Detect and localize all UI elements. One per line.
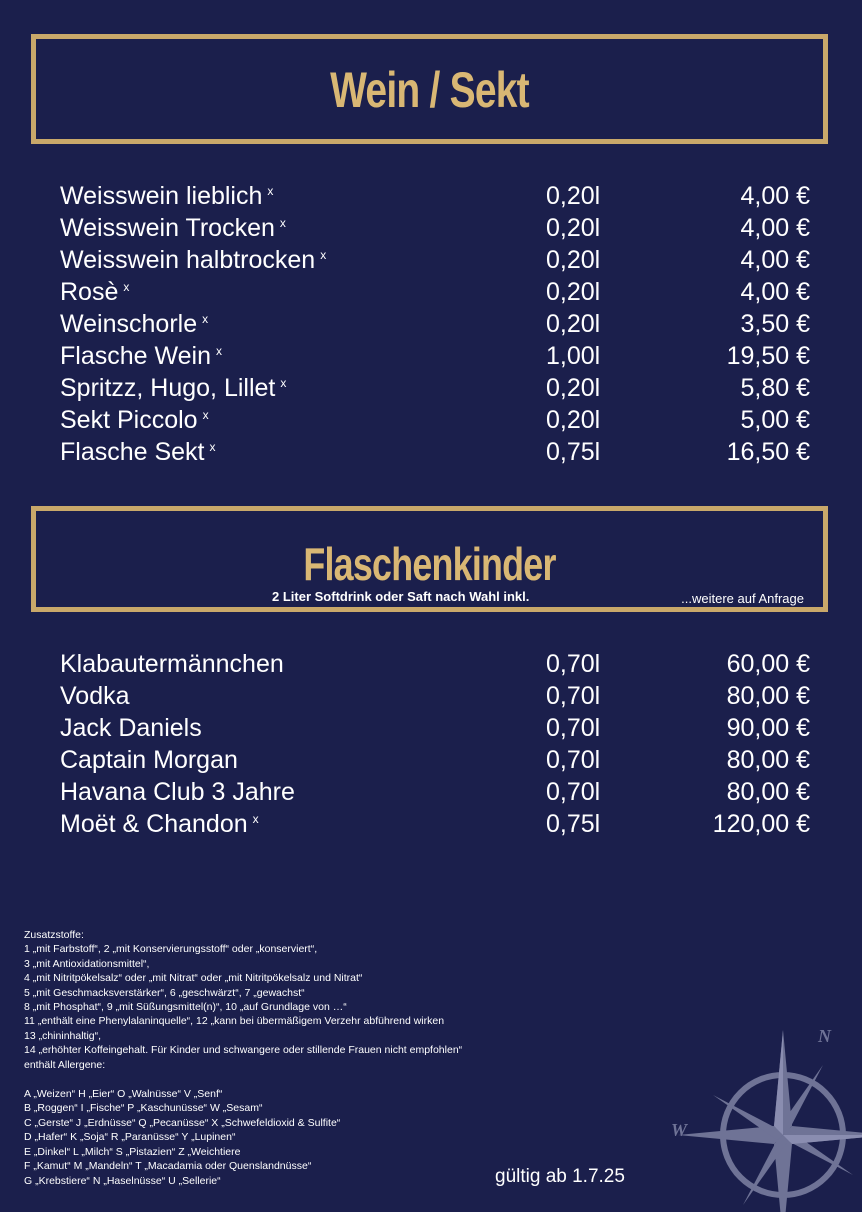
menu-item-name: [60, 372, 286, 404]
allergen-line: D „Hafer“ K „Soja“ R „Paranüsse“ Y „Lupinen“: [24, 1131, 236, 1144]
additives-list: [24, 942, 584, 1057]
menu-item-row: [60, 808, 812, 840]
bottle-section-title: Flaschenkinder: [303, 538, 556, 590]
menu-item-volume: 0,75l: [546, 810, 601, 838]
allergen-line: E „Dinkel“ L „Milch“ S „Pistazien“ Z „Weichtiere: [24, 1145, 241, 1158]
menu-item-name: [60, 680, 130, 712]
additive-line: 3 „mit Antioxidationsmittel“,: [24, 957, 150, 970]
menu-item-name-text: Flasche Wein: [60, 342, 211, 370]
menu-item-name: [60, 244, 326, 276]
menu-item-price: 80,00 €: [726, 746, 810, 774]
menu-item-price: 4,00 €: [740, 214, 810, 242]
additive-line: 13 „chininhaltig“,: [24, 1029, 102, 1042]
allergen-marker: x: [252, 812, 259, 826]
allergens-title: enthält Allergene:: [24, 1058, 106, 1071]
additive-line: 14 „erhöhter Koffeingehalt. Für Kinder und schwangere oder stillende Frauen nicht empfohlen“: [24, 1044, 463, 1057]
allergen-line: G „Krebstiere“ N „Haselnüsse“ U „Sellerie“: [24, 1174, 221, 1187]
allergen-marker: x: [216, 344, 222, 358]
wine-title-box: [31, 34, 828, 144]
menu-item-name: [60, 776, 295, 808]
additive-line: 11 „enthält eine Phenylalaninquelle“, 12 „kann bei übermäßigem Verzehr abführend wirken: [24, 1015, 445, 1028]
menu-item-volume: 0,20l: [546, 406, 601, 434]
menu-item-row: [60, 712, 812, 744]
menu-item-price: 90,00 €: [726, 714, 810, 742]
menu-item-name-text: Weinschorle: [60, 310, 198, 338]
menu-item-volume: 0,20l: [546, 310, 601, 338]
menu-item-row: [60, 680, 812, 712]
menu-item-name: [60, 712, 202, 744]
compass-west-label: W: [671, 1120, 688, 1140]
additives-title: Zusatzstoffe:: [24, 929, 84, 941]
allergen-marker: x: [267, 184, 274, 198]
additive-line: 1 „mit Farbstoff“, 2 „mit Konservierungsstoff“ oder „konserviert“,: [24, 943, 318, 956]
menu-item-name: [60, 308, 208, 340]
menu-item-name-text: Weisswein lieblich: [60, 182, 263, 210]
menu-item-name: [60, 340, 222, 372]
menu-item-row: [60, 744, 812, 776]
menu-item-price: 16,50 €: [726, 438, 810, 466]
footnotes: [24, 928, 584, 1188]
bottle-section-subtitle: 2 Liter Softdrink oder Saft nach Wahl inkl.: [272, 589, 530, 604]
menu-item-price: 120,00 €: [712, 810, 810, 838]
menu-item-row: [60, 308, 812, 340]
menu-item-name: [60, 276, 129, 308]
menu-item-volume: 0,20l: [546, 246, 601, 274]
menu-item-name-text: Weisswein halbtrocken: [60, 246, 316, 274]
menu-item-name-text: Jack Daniels: [60, 714, 202, 742]
menu-item-name: [60, 436, 216, 468]
menu-item-name: [60, 808, 259, 840]
menu-item-volume: 0,20l: [546, 374, 601, 402]
allergen-marker: x: [209, 440, 216, 454]
allergen-marker: x: [280, 376, 287, 390]
menu-item-row: [60, 404, 812, 436]
allergen-marker: x: [202, 312, 209, 326]
menu-item-name-text: Spritzz, Hugo, Lillet: [60, 374, 276, 402]
menu-item-price: 4,00 €: [740, 182, 810, 210]
menu-item-name-text: Moët & Chandon: [60, 810, 248, 838]
menu-item-name: [60, 744, 238, 776]
menu-item-name: [60, 404, 209, 436]
menu-item-name-text: Klabautermännchen: [60, 650, 284, 678]
bottle-title-box: [31, 506, 828, 612]
menu-item-price: 4,00 €: [740, 278, 810, 306]
menu-item-volume: 0,75l: [546, 438, 601, 466]
menu-item-volume: 0,20l: [546, 278, 601, 306]
menu-item-volume: 1,00l: [546, 342, 601, 370]
menu-item-row: [60, 648, 812, 680]
allergen-line: C „Gerste“ J „Erdnüsse“ Q „Pecanüsse“ X „Schwefeldioxid & Sulfite“: [24, 1116, 341, 1129]
allergen-marker: x: [279, 216, 286, 230]
menu-item-name-text: Havana Club 3 Jahre: [60, 778, 295, 806]
menu-item-name-text: Vodka: [60, 682, 130, 710]
allergen-line: F „Kamut“ M „Mandeln“ T „Macadamia oder Quenslandnüsse“: [24, 1160, 312, 1173]
additive-line: 4 „mit Nitritpökelsalz“ oder „mit Nitrat“ oder „mit Nitritpökelsalz und Nitrat“: [24, 972, 363, 985]
bottle-list: [60, 648, 812, 840]
menu-item-name: [60, 212, 286, 244]
compass-north-label: N: [818, 1026, 831, 1046]
menu-item-price: 60,00 €: [726, 650, 810, 678]
menu-item-volume: 0,70l: [546, 650, 601, 678]
valid-from: gültig ab 1.7.25: [495, 1166, 625, 1187]
wine-list: [60, 180, 812, 468]
menu-item-price: 80,00 €: [726, 682, 810, 710]
allergen-line: A „Weizen“ H „Eier“ O „Walnüsse“ V „Senf“: [24, 1088, 223, 1101]
menu-item-price: 4,00 €: [740, 246, 810, 274]
menu-item-row: [60, 244, 812, 276]
menu-item-row: [60, 776, 812, 808]
allergen-line: B „Roggen“ I „Fische“ P „Kaschunüsse“ W „Sesam“: [24, 1102, 263, 1115]
menu-item-volume: 0,70l: [546, 682, 601, 710]
menu-item-name-text: Captain Morgan: [60, 746, 238, 774]
menu-item-volume: 0,70l: [546, 714, 601, 742]
menu-item-row: [60, 340, 812, 372]
menu-item-row: [60, 276, 812, 308]
menu-item-volume: 0,20l: [546, 214, 601, 242]
menu-item-row: [60, 372, 812, 404]
menu-item-row: [60, 436, 812, 468]
menu-item-volume: 0,20l: [546, 182, 601, 210]
additive-line: 8 „mit Phosphat“, 9 „mit Süßungsmittel(n)“, 10 „auf Grundlage von …“: [24, 1001, 347, 1014]
menu-item-name: [60, 648, 284, 680]
allergen-marker: x: [320, 248, 327, 262]
menu-item-name-text: Weisswein Trocken: [60, 214, 275, 242]
menu-item-price: 19,50 €: [726, 342, 810, 370]
menu-item-row: [60, 180, 812, 212]
menu-item-volume: 0,70l: [546, 778, 601, 806]
wine-section-title: Wein / Sekt: [330, 62, 529, 118]
additive-line: 5 „mit Geschmacksverstärker“, 6 „geschwärzt“, 7 „gewachst“: [24, 986, 305, 999]
menu-item-price: 5,00 €: [740, 406, 810, 434]
menu-item-name: [60, 180, 273, 212]
menu-item-row: [60, 212, 812, 244]
compass-rose-icon: [668, 1020, 864, 1215]
menu-item-name-text: Flasche Sekt: [60, 438, 205, 466]
allergen-marker: x: [123, 280, 130, 294]
menu-item-price: 80,00 €: [726, 778, 810, 806]
allergen-marker: x: [202, 408, 209, 422]
menu-item-volume: 0,70l: [546, 746, 601, 774]
bottle-section-note: ...weitere auf Anfrage: [681, 591, 804, 606]
menu-item-name-text: Sekt Piccolo: [60, 406, 198, 434]
menu-item-name-text: Rosè: [60, 278, 119, 306]
menu-item-price: 5,80 €: [740, 374, 810, 402]
menu-item-price: 3,50 €: [740, 310, 810, 338]
